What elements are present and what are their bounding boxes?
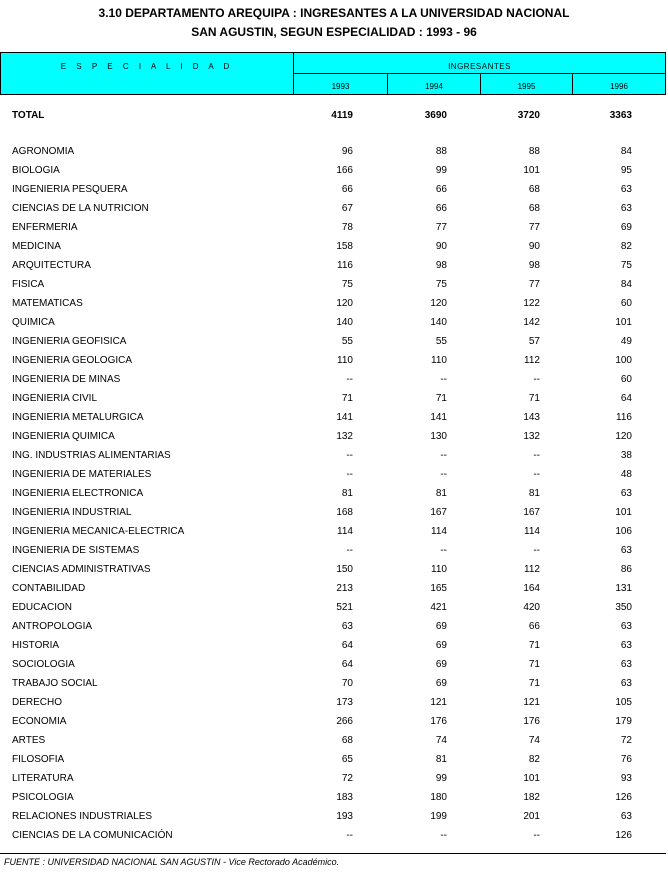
value-1995: -- (533, 450, 540, 461)
value-1995: 71 (528, 640, 540, 651)
value-1996: 75 (620, 260, 632, 271)
value-1993: 55 (341, 336, 353, 347)
value-1996: 126 (615, 792, 632, 803)
value-1994: 66 (435, 184, 447, 195)
table-row (0, 450, 668, 464)
table-row (0, 336, 668, 350)
table-row (0, 374, 668, 388)
value-1995: 88 (528, 146, 540, 157)
value-1996: 95 (620, 165, 632, 176)
value-1993: 158 (336, 241, 353, 252)
specialty-name: RELACIONES INDUSTRIALES (12, 811, 153, 822)
specialty-name: QUIMICA (12, 317, 55, 328)
value-1994: 69 (435, 678, 447, 689)
value-1995: 142 (523, 317, 540, 328)
value-1994: 99 (435, 773, 447, 784)
specialty-name: ECONOMIA (12, 716, 67, 727)
table-row (0, 317, 668, 331)
table-row (0, 545, 668, 559)
total-1994: 3690 (424, 110, 447, 121)
value-1996: 100 (615, 355, 632, 366)
value-1993: 213 (336, 583, 353, 594)
value-1993: 521 (336, 602, 353, 613)
value-1995: 77 (528, 279, 540, 290)
table-row (0, 583, 668, 597)
value-1996: 63 (620, 545, 632, 556)
specialty-name: CIENCIAS DE LA NUTRICION (12, 203, 149, 214)
specialty-name: INGENIERIA QUIMICA (12, 431, 115, 442)
specialty-name: PSICOLOGIA (12, 792, 74, 803)
specialty-name: INGENIERIA METALURGICA (12, 412, 144, 423)
value-1994: 81 (435, 754, 447, 765)
value-1996: 84 (620, 279, 632, 290)
value-1994: 74 (435, 735, 447, 746)
value-1995: 77 (528, 222, 540, 233)
value-1993: 193 (336, 811, 353, 822)
value-1996: 60 (620, 298, 632, 309)
specialty-name: ENFERMERIA (12, 222, 78, 233)
year-header-1993: 1993 (294, 74, 388, 94)
specialty-name: MATEMATICAS (12, 298, 83, 309)
value-1993: 120 (336, 298, 353, 309)
table-row (0, 716, 668, 730)
specialty-name: SOCIOLOGIA (12, 659, 75, 670)
specialty-name: INGENIERIA GEOLOGICA (12, 355, 133, 366)
value-1994: 55 (435, 336, 447, 347)
value-1996: 63 (620, 203, 632, 214)
value-1994: 69 (435, 621, 447, 632)
value-1995: 74 (528, 735, 540, 746)
value-1993: 266 (336, 716, 353, 727)
value-1996: 131 (615, 583, 632, 594)
specialty-name: CIENCIAS DE LA COMUNICACIÓN (12, 830, 173, 841)
value-1996: 93 (620, 773, 632, 784)
value-1996: 179 (615, 716, 632, 727)
specialty-name: INGENIERIA DE MINAS (12, 374, 121, 385)
value-1995: 201 (523, 811, 540, 822)
value-1996: 63 (620, 811, 632, 822)
specialty-name: INGENIERIA DE MATERIALES (12, 469, 152, 480)
total-1996: 3363 (609, 110, 632, 121)
value-1996: 106 (615, 526, 632, 537)
value-1993: 132 (336, 431, 353, 442)
value-1994: 110 (431, 564, 447, 575)
value-1993: 96 (341, 146, 353, 157)
specialty-name: INGENIERIA INDUSTRIAL (12, 507, 132, 518)
specialty-name: INGENIERIA ELECTRONICA (12, 488, 144, 499)
value-1993: 64 (341, 640, 353, 651)
table-row (0, 773, 668, 787)
value-1996: 120 (615, 431, 632, 442)
value-1993: 110 (337, 355, 353, 366)
table-row (0, 222, 668, 236)
value-1993: 141 (336, 412, 353, 423)
specialty-name: INGENIERIA DE SISTEMAS (12, 545, 140, 556)
value-1995: 182 (523, 792, 540, 803)
table-row (0, 659, 668, 673)
specialty-name: CIENCIAS ADMINISTRATIVAS (12, 564, 151, 575)
value-1996: 63 (620, 640, 632, 651)
value-1995: 101 (523, 165, 540, 176)
table-row (0, 260, 668, 274)
value-1996: 105 (615, 697, 632, 708)
table-row (0, 146, 668, 160)
value-1994: 75 (435, 279, 447, 290)
total-1993: 4119 (331, 110, 353, 121)
value-1996: 101 (615, 507, 632, 518)
table-row (0, 621, 668, 635)
value-1996: 350 (615, 602, 632, 613)
table-row (0, 697, 668, 711)
value-1994: 180 (430, 792, 447, 803)
table-row (0, 203, 668, 217)
specialty-name: ARQUITECTURA (12, 260, 91, 271)
value-1995: 112 (524, 564, 540, 575)
table-row (0, 830, 668, 844)
value-1996: 63 (620, 488, 632, 499)
table-row (0, 165, 668, 179)
total-label: TOTAL (12, 110, 45, 121)
specialty-header-cell (1, 53, 294, 94)
specialty-name: ANTROPOLOGIA (12, 621, 93, 632)
value-1995: -- (533, 545, 540, 556)
value-1996: 76 (620, 754, 632, 765)
ingresantes-header: INGRESANTES (294, 53, 665, 74)
value-1993: -- (346, 830, 353, 841)
value-1996: 38 (620, 450, 632, 461)
value-1996: 126 (615, 830, 632, 841)
value-1995: 98 (528, 260, 540, 271)
value-1993: -- (346, 545, 353, 556)
value-1993: 150 (336, 564, 353, 575)
specialty-name: MEDICINA (12, 241, 61, 252)
table-row (0, 298, 668, 312)
value-1995: 112 (524, 355, 540, 366)
value-1994: 90 (435, 241, 447, 252)
table-row (0, 735, 668, 749)
value-1995: 71 (528, 678, 540, 689)
value-1996: 63 (620, 621, 632, 632)
table-title-line-1: 3.10 DEPARTAMENTO AREQUIPA : INGRESANTES A LA UNIVERSIDAD NACIONAL (98, 6, 570, 20)
value-1994: 98 (435, 260, 447, 271)
value-1996: 63 (620, 659, 632, 670)
specialty-name: FILOSOFIA (12, 754, 65, 765)
value-1993: 78 (341, 222, 353, 233)
specialty-name: BIOLOGIA (12, 165, 60, 176)
value-1994: -- (440, 830, 447, 841)
value-1995: 167 (523, 507, 540, 518)
table-row (0, 279, 668, 293)
value-1995: -- (533, 374, 540, 385)
table-header (0, 52, 666, 95)
specialty-name: INGENIERIA CIVIL (12, 393, 98, 404)
value-1996: 60 (620, 374, 632, 385)
value-1994: -- (440, 545, 447, 556)
value-1994: 77 (435, 222, 447, 233)
total-row (0, 110, 668, 124)
value-1995: 57 (528, 336, 540, 347)
value-1993: 65 (341, 754, 353, 765)
value-1994: 421 (430, 602, 447, 613)
value-1993: 140 (336, 317, 353, 328)
table-row (0, 602, 668, 616)
table-row (0, 678, 668, 692)
table-row (0, 526, 668, 540)
value-1994: 176 (430, 716, 447, 727)
value-1996: 116 (616, 412, 632, 423)
value-1993: -- (346, 374, 353, 385)
value-1995: 143 (523, 412, 540, 423)
value-1996: 84 (620, 146, 632, 157)
table-row (0, 640, 668, 654)
value-1993: -- (346, 469, 353, 480)
value-1993: 168 (336, 507, 353, 518)
value-1995: 420 (523, 602, 540, 613)
value-1996: 48 (620, 469, 632, 480)
specialty-name: DERECHO (12, 697, 63, 708)
footer-divider (0, 853, 666, 854)
value-1996: 82 (620, 241, 632, 252)
value-1996: 63 (620, 678, 632, 689)
specialty-name: AGRONOMIA (12, 146, 75, 157)
year-header-1994: 1994 (388, 74, 481, 94)
value-1995: 82 (528, 754, 540, 765)
value-1994: 69 (435, 640, 447, 651)
value-1994: -- (440, 469, 447, 480)
value-1993: 72 (341, 773, 353, 784)
value-1995: 101 (523, 773, 540, 784)
value-1994: 81 (435, 488, 447, 499)
value-1995: 122 (523, 298, 540, 309)
value-1995: 68 (528, 203, 540, 214)
specialty-header-label: E S P E C I A L I D A D (60, 62, 234, 71)
table-title-line-2: SAN AGUSTIN, SEGUN ESPECIALIDAD : 1993 - 96 (191, 25, 477, 39)
value-1995: 121 (523, 697, 540, 708)
specialty-name: INGENIERIA MECANICA-ELECTRICA (12, 526, 185, 537)
value-1995: 114 (524, 526, 540, 537)
value-1995: 71 (528, 659, 540, 670)
value-1994: 141 (430, 412, 447, 423)
specialty-name: INGENIERIA GEOFISICA (12, 336, 127, 347)
total-1995: 3720 (517, 110, 540, 121)
value-1996: 86 (620, 564, 632, 575)
value-1993: 75 (341, 279, 353, 290)
table-row (0, 488, 668, 502)
value-1995: 71 (528, 393, 540, 404)
table-row (0, 469, 668, 483)
value-1993: 116 (337, 260, 353, 271)
value-1994: 69 (435, 659, 447, 670)
value-1994: 120 (430, 298, 447, 309)
table-row (0, 241, 668, 255)
value-1994: -- (440, 374, 447, 385)
table-row (0, 792, 668, 806)
value-1993: 183 (336, 792, 353, 803)
specialty-name: CONTABILIDAD (12, 583, 86, 594)
table-row (0, 811, 668, 825)
value-1994: 66 (435, 203, 447, 214)
value-1994: 167 (430, 507, 447, 518)
value-1994: 130 (430, 431, 447, 442)
specialty-name: ARTES (12, 735, 46, 746)
value-1993: 63 (341, 621, 353, 632)
value-1995: 176 (523, 716, 540, 727)
table-row (0, 393, 668, 407)
table-row (0, 431, 668, 445)
value-1994: 88 (435, 146, 447, 157)
value-1995: -- (533, 830, 540, 841)
value-1993: 66 (341, 184, 353, 195)
value-1996: 63 (620, 184, 632, 195)
value-1994: 110 (431, 355, 447, 366)
value-1994: 199 (430, 811, 447, 822)
specialty-name: ING. INDUSTRIAS ALIMENTARIAS (12, 450, 171, 461)
value-1994: 99 (435, 165, 447, 176)
table-row (0, 507, 668, 521)
value-1996: 64 (620, 393, 632, 404)
specialty-name: INGENIERIA PESQUERA (12, 184, 128, 195)
value-1994: 121 (430, 697, 447, 708)
value-1993: 68 (341, 735, 353, 746)
value-1996: 69 (620, 222, 632, 233)
value-1993: 114 (337, 526, 353, 537)
value-1994: 71 (435, 393, 447, 404)
specialty-name: LITERATURA (12, 773, 74, 784)
value-1993: 166 (336, 165, 353, 176)
value-1993: 81 (341, 488, 353, 499)
table-row (0, 412, 668, 426)
source-note: FUENTE : UNIVERSIDAD NACIONAL SAN AGUSTIN - Vice Rectorado Académico. (4, 857, 340, 867)
specialty-name: FISICA (12, 279, 45, 290)
value-1996: 72 (620, 735, 632, 746)
value-1994: -- (440, 450, 447, 461)
value-1995: 81 (528, 488, 540, 499)
value-1995: 66 (528, 621, 540, 632)
value-1994: 114 (431, 526, 447, 537)
value-1993: 70 (341, 678, 353, 689)
value-1994: 165 (430, 583, 447, 594)
year-header-1995: 1995 (481, 74, 573, 94)
value-1995: 68 (528, 184, 540, 195)
specialty-name: EDUCACION (12, 602, 73, 613)
specialty-name: HISTORIA (12, 640, 60, 651)
table-row (0, 184, 668, 198)
value-1995: 132 (523, 431, 540, 442)
table-row (0, 754, 668, 768)
year-header-1996: 1996 (610, 82, 628, 91)
value-1993: 64 (341, 659, 353, 670)
value-1993: -- (346, 450, 353, 461)
value-1995: -- (533, 469, 540, 480)
value-1993: 67 (341, 203, 353, 214)
value-1996: 101 (615, 317, 632, 328)
value-1994: 140 (430, 317, 447, 328)
table-row (0, 564, 668, 578)
table-row (0, 355, 668, 369)
specialty-name: TRABAJO SOCIAL (12, 678, 98, 689)
value-1996: 49 (620, 336, 632, 347)
value-1995: 164 (523, 583, 540, 594)
value-1995: 90 (528, 241, 540, 252)
value-1993: 71 (341, 393, 353, 404)
value-1993: 173 (336, 697, 353, 708)
